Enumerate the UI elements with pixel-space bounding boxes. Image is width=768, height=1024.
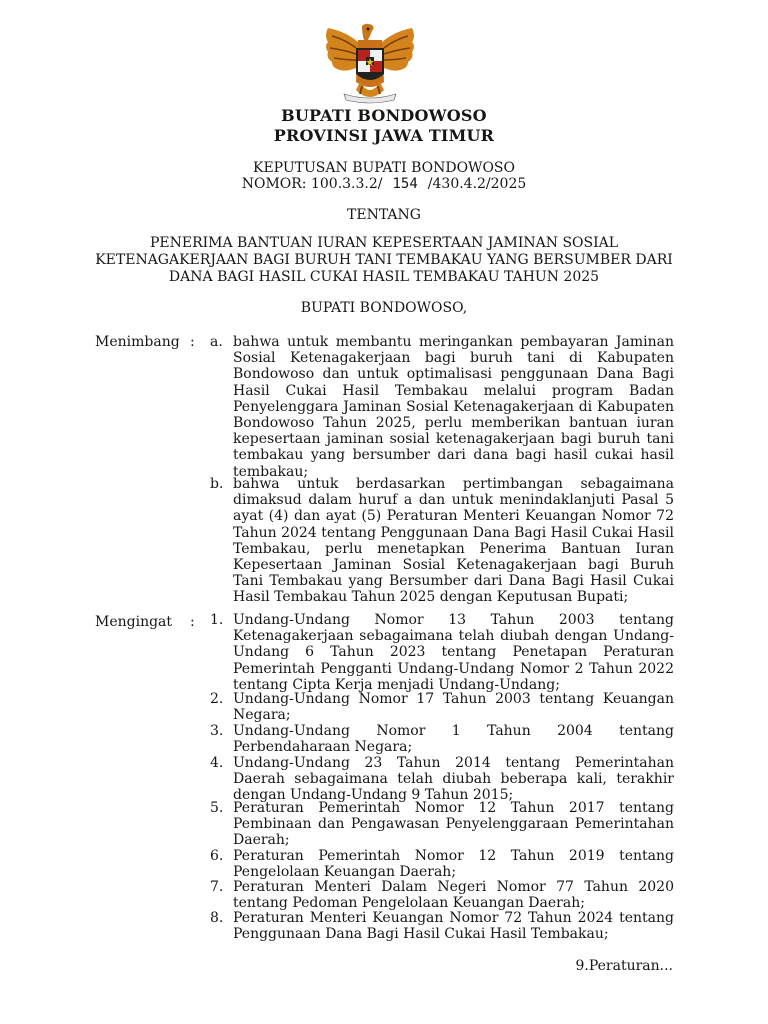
item-marker: 6.: [210, 848, 224, 864]
mengingat-item: [210, 848, 674, 880]
item-marker: 5.: [210, 800, 224, 816]
item-marker: a.: [210, 334, 223, 350]
mengingat-item: [210, 612, 674, 693]
item-marker: 3.: [210, 723, 224, 739]
mengingat-item: [210, 691, 674, 723]
about-label: TENTANG: [347, 207, 421, 223]
decree-number-suffix: /430.4.2/2025: [427, 176, 527, 192]
mengingat-item: [210, 723, 674, 755]
item-text: Undang-Undang Nomor 17 Tahun 2003 tentang Keuangan Negara;: [233, 691, 674, 724]
mengingat-item: [210, 879, 674, 911]
item-marker: 7.: [210, 879, 224, 895]
item-text: Undang-Undang Nomor 13 Tahun 2003 tentang Ketenagakerjaan sebagaimana telah diubah dengan Undang-Undang 6 Tahun 2023 tentang Penetapan Peraturan Pemerintah Pengganti Undang-Undang Nomor 2 Tahun 2022 tentang Cipta Kerja menjadi Undang-Undang;: [233, 612, 674, 693]
item-marker: 4.: [210, 755, 224, 771]
mengingat-item: [210, 800, 674, 849]
subject-line: DANA BAGI HASIL CUKAI HASIL TEMBAKAU TAHUN 2025: [168, 269, 600, 285]
item-marker: b.: [210, 476, 224, 492]
mengingat-label: Mengingat: [95, 614, 173, 630]
page-continuation: 9.Peraturan...: [575, 958, 673, 974]
item-text: Peraturan Menteri Keuangan Nomor 72 Tahun 2024 tentang Penggunaan Dana Bagi Hasil Cukai Hasil Tembakau;: [233, 910, 674, 943]
government-title: BUPATI BONDOWOSO: [281, 106, 487, 125]
item-text: Peraturan Pemerintah Nomor 12 Tahun 2019 tentang Pengelolaan Keuangan Daerah;: [233, 848, 674, 881]
item-text: Peraturan Pemerintah Nomor 12 Tahun 2017 tentang Pembinaan dan Pengawasan Penyelenggaraan Pemerintahan Daerah;: [233, 800, 674, 849]
decree-subject: [0, 235, 768, 286]
subject-line: PENERIMA BANTUAN IURAN KEPESERTAAN JAMINAN SOSIAL: [149, 235, 619, 251]
item-text: Peraturan Menteri Dalam Negeri Nomor 77 Tahun 2020 tentang Pedoman Pengelolaan Keuangan Daerah;: [233, 879, 674, 912]
item-text: bahwa untuk berdasarkan pertimbangan sebagaimana dimaksud dalam huruf a dan untuk menindaklanjuti Pasal 5 ayat (4) dan ayat (5) Peraturan Menteri Keuangan Nomor 72 Tahun 2024 tentang Penggunaan Dana Bagi Hasil Cukai Hasil Tembakau, perlu menetapkan Penerima Bantuan Iuran Kepesertaan Jaminan Sosial Ketenagakerjaan bagi Buruh Tani Tembakau yang Bersumber dari Dana Bagi Hasil Cukai Hasil Tembakau Tahun 2025 dengan Keputusan Bupati;: [233, 476, 674, 606]
province-title: PROVINSI JAWA TIMUR: [273, 126, 495, 145]
menimbang-item: [210, 334, 674, 480]
decree-number-prefix: NOMOR: 100.3.3.2/: [241, 176, 383, 192]
item-marker: 2.: [210, 691, 224, 707]
issuer-heading: BUPATI BONDOWOSO,: [300, 300, 468, 316]
item-marker: 8.: [210, 910, 224, 926]
menimbang-colon: :: [190, 334, 195, 350]
menimbang-item: [210, 476, 674, 606]
subject-line: KETENAGAKERJAAN BAGI BURUH TANI TEMBAKAU YANG BERSUMBER DARI: [95, 252, 673, 268]
menimbang-label: Menimbang: [95, 334, 180, 350]
mengingat-item: [210, 755, 674, 804]
item-marker: 1.: [210, 612, 224, 628]
decree-number-handwritten: 154: [392, 176, 418, 192]
mengingat-item: [210, 910, 674, 942]
decree-title: KEPUTUSAN BUPATI BONDOWOSO: [253, 160, 515, 176]
item-text: Undang-Undang 23 Tahun 2014 tentang Pemerintahan Daerah sebagaimana telah diubah beberapa kali, terakhir dengan Undang-Undang 9 Tahun 2015;: [233, 755, 674, 804]
garuda-pancasila-emblem-icon: [322, 22, 418, 106]
decree-number: [0, 176, 768, 192]
item-text: Undang-Undang Nomor 1 Tahun 2004 tentang Perbendaharaan Negara;: [233, 723, 674, 756]
mengingat-colon: :: [190, 614, 195, 630]
item-text: bahwa untuk membantu meringankan pembayaran Jaminan Sosial Ketenagakerjaan bagi buruh tani di Kabupaten Bondowoso dan untuk optimalisasi penggunaan Dana Bagi Hasil Cukai Hasil Tembakau melalui program Badan Penyelenggara Jaminan Sosial Ketenagakerjaan di Kabupaten Bondowoso Tahun 2025, perlu memberikan bantuan iuran kepesertaan jaminan sosial ketenagakerjaan bagi buruh tani tembakau yang bersumber dari dana bagi hasil cukai hasil tembakau;: [233, 334, 674, 480]
